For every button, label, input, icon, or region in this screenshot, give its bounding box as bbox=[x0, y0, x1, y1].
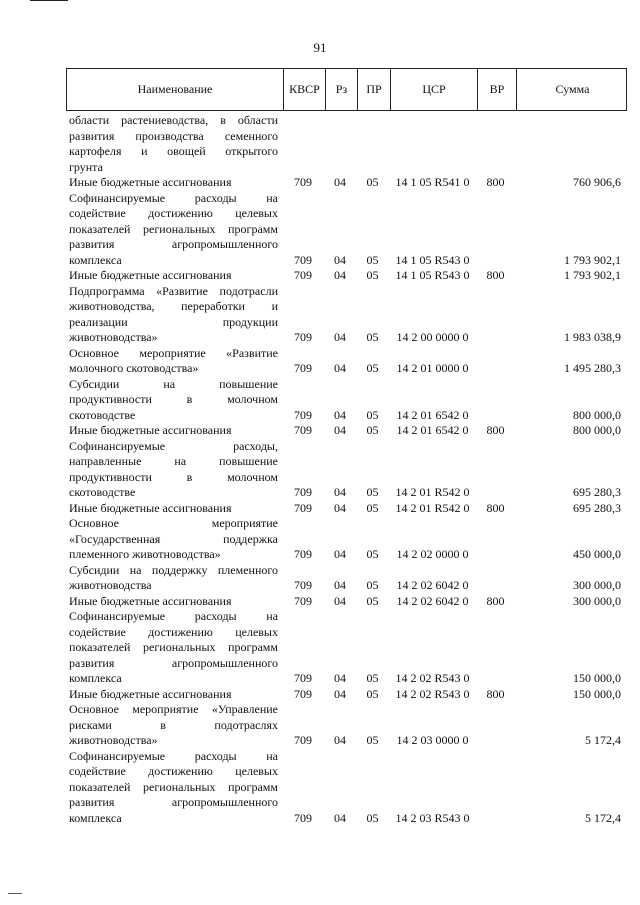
row-name-line: молочного скотоводства» bbox=[69, 361, 199, 375]
row-name bbox=[66, 284, 282, 346]
row-pr: 05 bbox=[366, 361, 379, 375]
row-sum: 695 280,3 bbox=[573, 485, 621, 499]
budget-table bbox=[66, 68, 627, 826]
row-kvsr: 709 bbox=[294, 330, 312, 344]
header-sum: Сумма bbox=[516, 69, 628, 110]
row-name bbox=[66, 609, 282, 687]
row-vr: 800 bbox=[486, 500, 505, 515]
row-name-line: содействие достижению целевых bbox=[69, 764, 278, 778]
row-csr: 14 2 01 6542 0 bbox=[396, 423, 469, 437]
row-rz: 04 bbox=[334, 423, 346, 437]
row-kvsr: 709 bbox=[294, 485, 312, 499]
header-csr: ЦСР bbox=[390, 69, 477, 110]
header-rz: Рз bbox=[325, 69, 357, 110]
row-name bbox=[66, 749, 282, 827]
table-row bbox=[66, 191, 627, 269]
row-csr: 14 1 05 R543 0 bbox=[395, 268, 470, 282]
row-csr: 14 2 02 R543 0 bbox=[395, 686, 470, 701]
row-csr: 14 2 00 0000 0 bbox=[396, 330, 469, 344]
row-kvsr: 709 bbox=[294, 407, 312, 422]
row-rz: 04 bbox=[334, 547, 346, 561]
row-pr: 05 bbox=[366, 733, 379, 747]
row-name-line: животноводства, переработки и bbox=[69, 299, 278, 313]
row-pr: 05 bbox=[366, 686, 379, 701]
row-name bbox=[66, 501, 282, 517]
table-header bbox=[66, 68, 627, 111]
row-name bbox=[66, 377, 282, 424]
row-name-line: животноводства» bbox=[69, 733, 158, 747]
row-name bbox=[66, 439, 282, 501]
row-name bbox=[66, 113, 282, 175]
row-name-line: показателей региональных программ bbox=[69, 221, 278, 236]
row-rz: 04 bbox=[334, 500, 346, 515]
row-sum: 760 906,6 bbox=[573, 175, 621, 189]
row-sum: 1 983 038,9 bbox=[564, 330, 621, 344]
row-name bbox=[66, 594, 282, 610]
row-pr: 05 bbox=[366, 423, 379, 437]
row-vr: 800 bbox=[486, 593, 505, 608]
row-name-line: рисками в подотраслях bbox=[69, 717, 278, 732]
row-kvsr: 709 bbox=[294, 733, 312, 747]
row-vr: 800 bbox=[486, 686, 505, 701]
row-rz: 04 bbox=[334, 686, 346, 701]
row-csr: 14 2 03 R543 0 bbox=[395, 810, 470, 825]
row-sum: 1 793 902,1 bbox=[564, 252, 621, 267]
row-csr: 14 1 05 R541 0 bbox=[395, 175, 470, 189]
row-name-line: содействие достижению целевых bbox=[69, 206, 278, 220]
row-kvsr: 709 bbox=[294, 252, 312, 267]
row-kvsr: 709 bbox=[294, 361, 312, 375]
row-name-line: развития производства семенного bbox=[69, 128, 278, 143]
row-name-line: продуктивности в молочном bbox=[69, 469, 278, 484]
row-csr: 14 2 01 6542 0 bbox=[396, 407, 469, 422]
row-name bbox=[66, 702, 282, 749]
row-name-line: Иные бюджетные ассигнования bbox=[69, 593, 232, 608]
row-name bbox=[66, 346, 282, 377]
table-row bbox=[66, 702, 627, 749]
row-name-line: скотоводстве bbox=[69, 485, 136, 499]
row-name-line: развития агропромышленного bbox=[69, 655, 278, 670]
row-pr: 05 bbox=[366, 593, 379, 608]
row-kvsr: 709 bbox=[294, 810, 312, 825]
row-pr: 05 bbox=[366, 810, 379, 825]
row-csr: 14 2 02 6042 0 bbox=[396, 593, 469, 608]
row-rz: 04 bbox=[334, 175, 346, 189]
row-pr: 05 bbox=[366, 175, 379, 189]
row-name-line: скотоводстве bbox=[69, 407, 136, 422]
bottom-edge-mark bbox=[8, 893, 22, 894]
row-csr: 14 2 03 0000 0 bbox=[396, 733, 469, 747]
header-kvsr: КВСР bbox=[283, 69, 325, 110]
row-sum: 450 000,0 bbox=[573, 547, 621, 561]
row-kvsr: 709 bbox=[294, 547, 312, 561]
row-name-line: грунта bbox=[69, 159, 103, 174]
row-pr: 05 bbox=[366, 578, 379, 592]
row-sum: 300 000,0 bbox=[573, 578, 621, 592]
row-name-line: Подпрограмма «Развитие подотрасли bbox=[69, 283, 278, 298]
row-pr: 05 bbox=[366, 252, 379, 267]
table-row bbox=[66, 609, 627, 687]
row-rz: 04 bbox=[334, 268, 346, 282]
row-pr: 05 bbox=[366, 671, 379, 685]
row-rz: 04 bbox=[334, 407, 346, 422]
row-pr: 05 bbox=[366, 485, 379, 499]
row-rz: 04 bbox=[334, 361, 346, 375]
row-name-line: содействие достижению целевых bbox=[69, 624, 278, 639]
table-row bbox=[66, 501, 627, 517]
table-row bbox=[66, 563, 627, 594]
row-rz: 04 bbox=[334, 578, 346, 592]
row-sum: 695 280,3 bbox=[573, 500, 621, 515]
row-rz: 04 bbox=[334, 733, 346, 747]
row-name-line: показателей региональных программ bbox=[69, 640, 278, 654]
row-kvsr: 709 bbox=[294, 175, 312, 189]
table-row bbox=[66, 687, 627, 703]
table-row bbox=[66, 423, 627, 439]
row-name bbox=[66, 191, 282, 269]
row-sum: 5 172,4 bbox=[585, 810, 621, 825]
row-name-line: комплекса bbox=[69, 671, 122, 685]
row-name-line: картофеля и овощей открытого bbox=[69, 144, 278, 158]
row-csr: 14 2 02 0000 0 bbox=[396, 547, 469, 561]
row-name bbox=[66, 423, 282, 439]
row-kvsr: 709 bbox=[294, 423, 312, 437]
row-pr: 05 bbox=[366, 268, 379, 282]
row-name bbox=[66, 687, 282, 703]
header-vr: ВР bbox=[477, 69, 516, 110]
row-name-line: «Государственная поддержка bbox=[69, 531, 278, 546]
table-row bbox=[66, 284, 627, 346]
row-name bbox=[66, 563, 282, 594]
row-rz: 04 bbox=[334, 252, 346, 267]
row-name-line: Софинансируемые расходы на bbox=[69, 190, 278, 205]
row-kvsr: 709 bbox=[294, 268, 312, 282]
row-name-line: Иные бюджетные ассигнования bbox=[69, 175, 232, 189]
row-vr: 800 bbox=[486, 423, 505, 437]
row-csr: 14 2 01 R542 0 bbox=[395, 485, 470, 499]
row-rz: 04 bbox=[334, 485, 346, 499]
row-name-line: продуктивности в молочном bbox=[69, 392, 278, 406]
row-sum: 800 000,0 bbox=[573, 407, 621, 422]
table-row bbox=[66, 268, 627, 284]
row-kvsr: 709 bbox=[294, 593, 312, 608]
header-pr: ПР bbox=[357, 69, 390, 110]
row-name-line: Иные бюджетные ассигнования bbox=[69, 500, 232, 515]
row-name-line: Субсидии на повышение bbox=[69, 376, 278, 391]
row-rz: 04 bbox=[334, 330, 346, 344]
table-body bbox=[66, 113, 627, 826]
row-name-line: показателей региональных программ bbox=[69, 779, 278, 794]
row-sum: 1 793 902,1 bbox=[564, 268, 621, 282]
row-name-line: Основное мероприятие bbox=[69, 516, 278, 530]
row-sum: 150 000,0 bbox=[573, 686, 621, 701]
row-name-line: реализации продукции bbox=[69, 314, 278, 329]
row-csr: 14 2 01 R542 0 bbox=[395, 500, 470, 515]
row-name-line: Основное мероприятие «Управление bbox=[69, 702, 278, 716]
row-rz: 04 bbox=[334, 810, 346, 825]
row-name-line: комплекса bbox=[69, 810, 122, 825]
row-name-line: области растениеводства, в области bbox=[69, 113, 278, 127]
row-kvsr: 709 bbox=[294, 578, 312, 592]
row-name-line: Софинансируемые расходы на bbox=[69, 748, 278, 763]
row-kvsr: 709 bbox=[294, 671, 312, 685]
page-number: 91 bbox=[313, 40, 327, 55]
table-row bbox=[66, 113, 627, 175]
row-name-line: животноводства bbox=[69, 578, 152, 592]
row-name-line: развития агропромышленного bbox=[69, 795, 278, 809]
row-rz: 04 bbox=[334, 593, 346, 608]
row-name-line: Софинансируемые расходы на bbox=[69, 609, 278, 623]
row-csr: 14 2 02 6042 0 bbox=[396, 578, 469, 592]
table-row bbox=[66, 749, 627, 827]
row-sum: 150 000,0 bbox=[573, 671, 621, 685]
table-row bbox=[66, 594, 627, 610]
table-row bbox=[66, 346, 627, 377]
row-pr: 05 bbox=[366, 500, 379, 515]
table-row bbox=[66, 439, 627, 501]
row-name-line: Иные бюджетные ассигнования bbox=[69, 268, 232, 282]
row-name-line: племенного животноводства» bbox=[69, 547, 221, 561]
row-name-line: развития агропромышленного bbox=[69, 237, 278, 251]
row-name-line: Основное мероприятие «Развитие bbox=[69, 345, 278, 360]
row-name-line: Субсидии на поддержку племенного bbox=[69, 562, 278, 577]
row-sum: 300 000,0 bbox=[573, 593, 621, 608]
row-pr: 05 bbox=[366, 330, 379, 344]
row-kvsr: 709 bbox=[294, 500, 312, 515]
row-pr: 05 bbox=[366, 547, 379, 561]
row-sum: 1 495 280,3 bbox=[564, 361, 621, 375]
row-pr: 05 bbox=[366, 407, 379, 422]
row-name bbox=[66, 268, 282, 284]
row-kvsr: 709 bbox=[294, 686, 312, 701]
row-name-line: Иные бюджетные ассигнования bbox=[69, 686, 232, 701]
row-name-line: животноводства» bbox=[69, 330, 158, 344]
row-sum: 5 172,4 bbox=[585, 733, 621, 747]
top-edge-mark bbox=[30, 0, 68, 1]
row-csr: 14 2 01 0000 0 bbox=[396, 361, 469, 375]
row-name bbox=[66, 516, 282, 563]
row-name-line: Софинансируемые расходы, bbox=[69, 438, 278, 453]
row-name bbox=[66, 175, 282, 191]
table-row bbox=[66, 175, 627, 191]
header-name: Наименование bbox=[137, 82, 213, 96]
row-csr: 14 1 05 R543 0 bbox=[395, 252, 470, 267]
row-sum: 800 000,0 bbox=[573, 423, 621, 437]
table-row bbox=[66, 377, 627, 424]
row-name-line: Иные бюджетные ассигнования bbox=[69, 423, 232, 437]
row-rz: 04 bbox=[334, 671, 346, 685]
row-name-line: направленные на повышение bbox=[69, 454, 278, 468]
row-csr: 14 2 02 R543 0 bbox=[395, 671, 470, 685]
table-row bbox=[66, 516, 627, 563]
row-name-line: комплекса bbox=[69, 252, 122, 267]
row-vr: 800 bbox=[486, 175, 505, 189]
row-vr: 800 bbox=[486, 268, 505, 282]
